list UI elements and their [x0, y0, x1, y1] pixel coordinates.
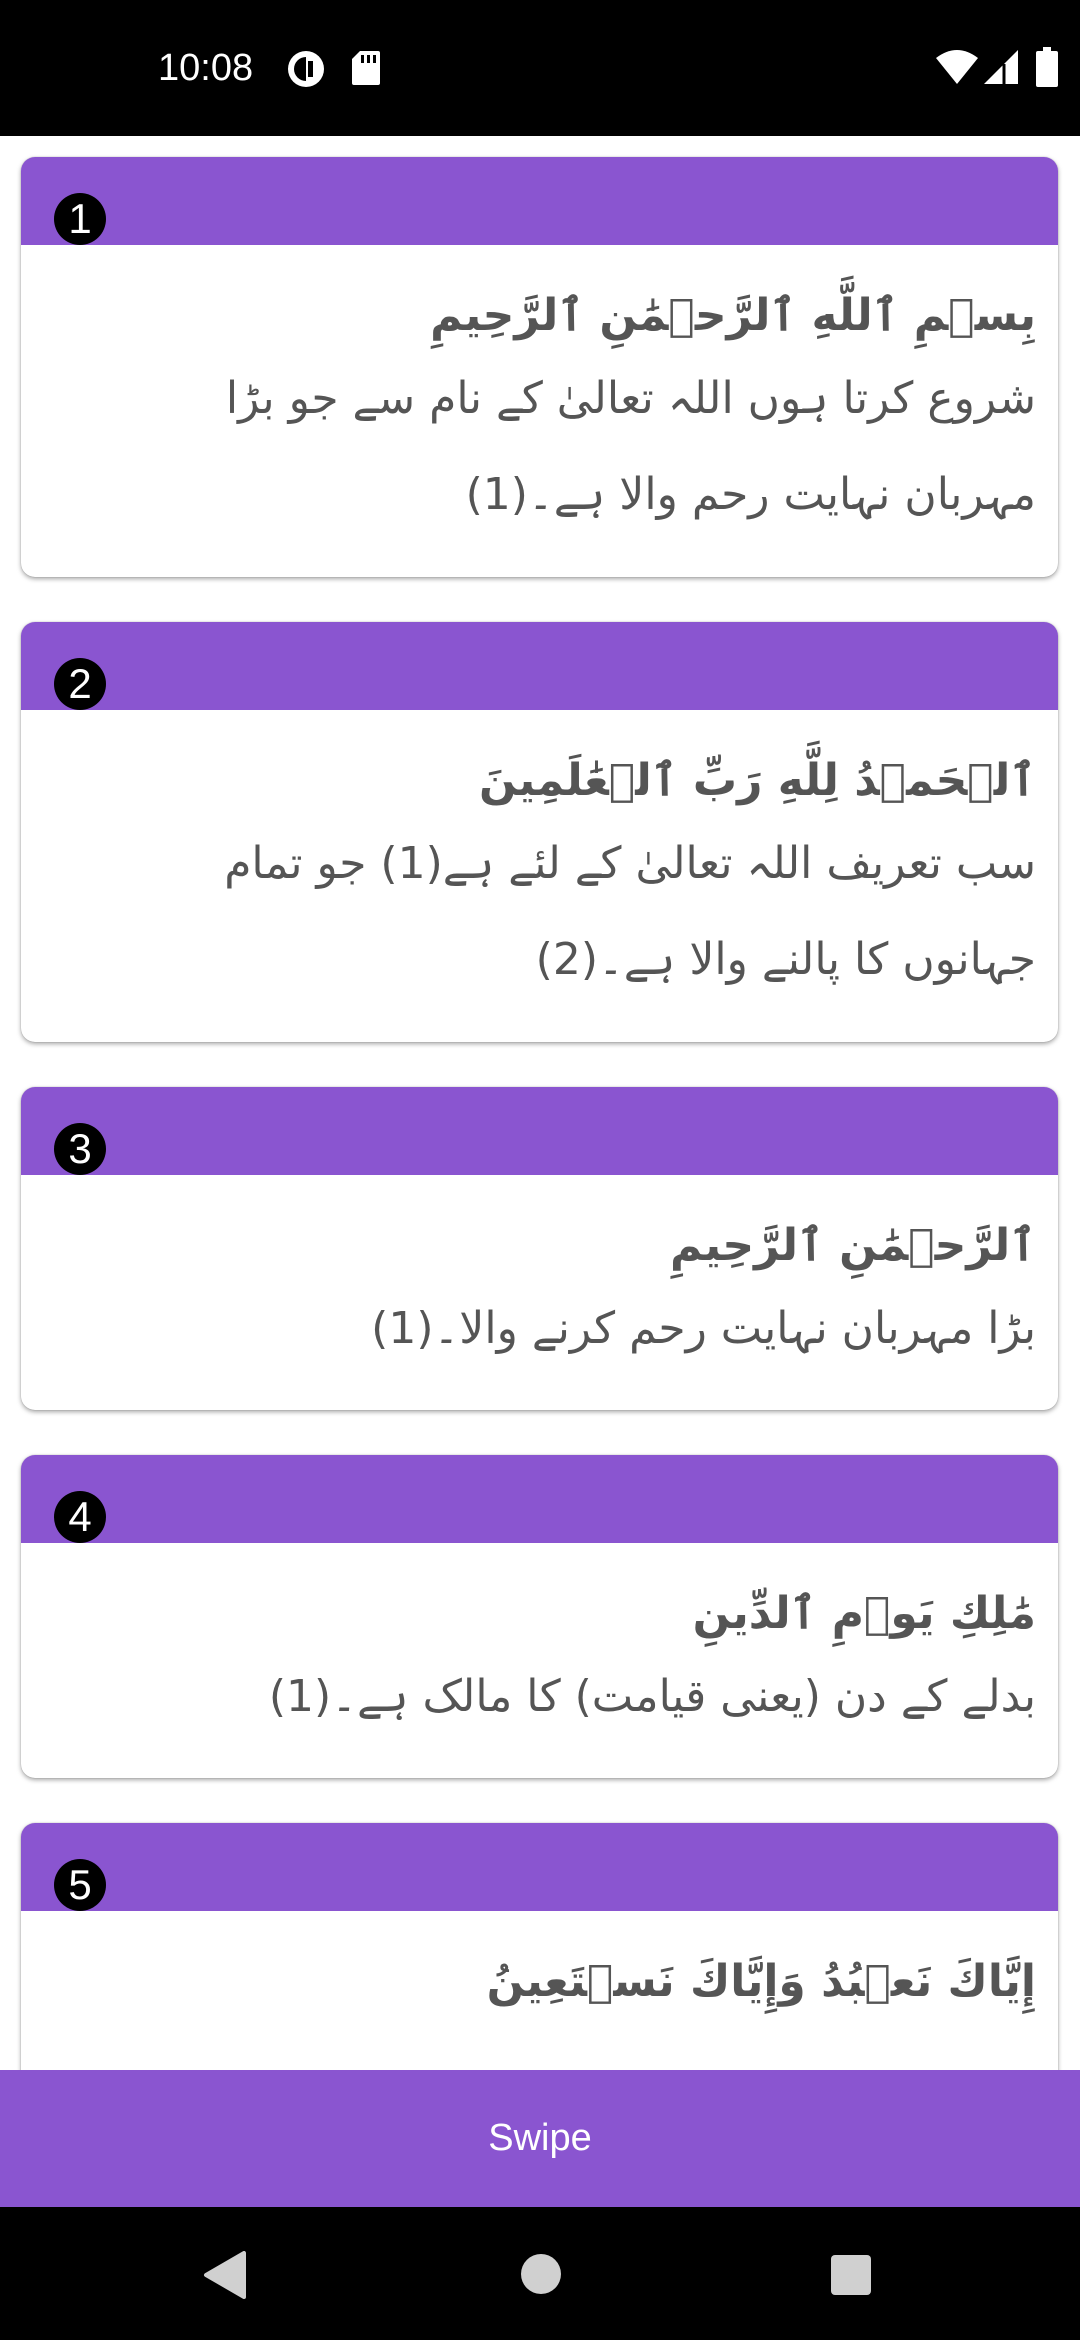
arabic-text: مَٰلِكِ يَوۡمِ ٱلدِّينِ [692, 1588, 1036, 1639]
ayah-card[interactable] [21, 1087, 1058, 1410]
home-icon[interactable] [520, 2253, 562, 2295]
ayah-number-badge: 1 [54, 193, 106, 245]
back-icon[interactable] [202, 2251, 246, 2299]
navigation-bar [0, 2207, 1080, 2340]
urdu-translation: بڑا مہربان نہایت رحم کرنے والا۔(1) [371, 1303, 1036, 1354]
urdu-translation: شروع کرتا ہوں اللہ تعالیٰ کے نام سے جو بڑا مہربان نہایت رحم والا ہے۔(1) [225, 373, 1036, 520]
arabic-text: بِسۡمِ ٱللَّهِ ٱلرَّحۡمَٰنِ ٱلرَّحِيمِ [430, 290, 1036, 341]
ayah-list[interactable] [0, 136, 1080, 2070]
ayah-card[interactable] [21, 1823, 1058, 2070]
wifi-icon [936, 50, 978, 84]
ayah-card[interactable] [21, 622, 1058, 1042]
ayah-number-badge: 4 [54, 1491, 106, 1543]
cell-signal-icon [984, 50, 1018, 84]
ayah-card[interactable] [21, 157, 1058, 577]
swipe-button-label: Swipe [488, 2117, 592, 2159]
notification-circle-icon [287, 50, 325, 88]
ayah-card-header [21, 622, 1058, 710]
urdu-translation: سب تعریف اللہ تعالیٰ کے لئے ہے(1) جو تمام جہانوں کا پالنے والا ہے۔(2) [224, 838, 1036, 985]
ayah-number-badge: 5 [54, 1859, 106, 1911]
ayah-card-header [21, 1823, 1058, 1911]
urdu-translation: بدلے کے دن (یعنی قیامت) کا مالک ہے۔(1) [268, 1671, 1036, 1722]
arabic-text: إِيَّاكَ نَعۡبُدُ وَإِيَّاكَ نَسۡتَعِينُ [486, 1956, 1036, 2007]
status-bar [0, 0, 1080, 136]
ayah-card-header [21, 1087, 1058, 1175]
ayah-card[interactable] [21, 1455, 1058, 1778]
ayah-card-header [21, 1455, 1058, 1543]
arabic-text: ٱلرَّحۡمَٰنِ ٱلرَّحِيمِ [669, 1220, 1036, 1271]
ayah-card-header [21, 157, 1058, 245]
ayah-number-badge: 2 [54, 658, 106, 710]
sd-card-icon [352, 51, 380, 85]
recents-icon[interactable] [830, 2254, 872, 2296]
battery-icon [1036, 47, 1058, 87]
arabic-text: ٱلۡحَمۡدُ لِلَّهِ رَبِّ ٱلۡعَٰلَمِينَ [479, 755, 1036, 806]
status-time: 10:08 [158, 47, 254, 89]
swipe-button[interactable] [0, 2070, 1080, 2207]
ayah-number-badge: 3 [54, 1123, 106, 1175]
